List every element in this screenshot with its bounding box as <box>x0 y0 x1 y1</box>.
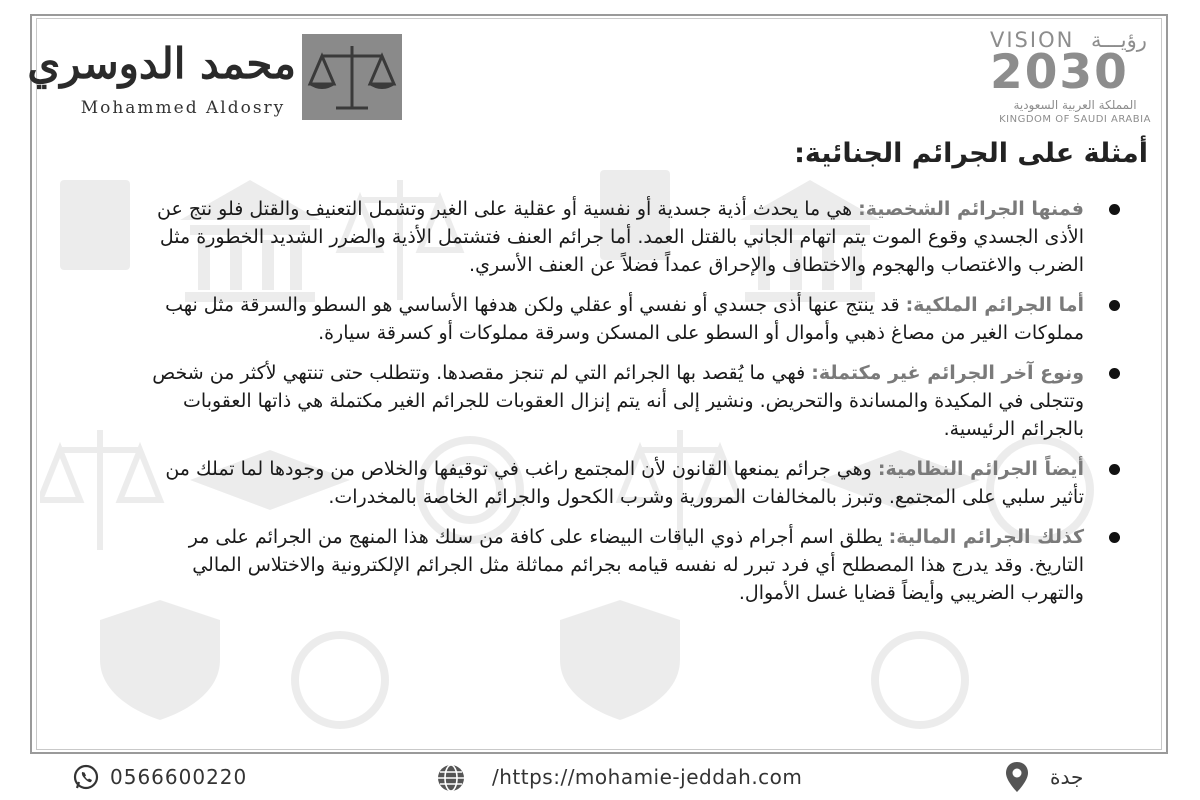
kingdom-name-en: KINGDOM OF SAUDI ARABIA <box>999 114 1151 125</box>
brand-logo <box>27 30 405 122</box>
location-text: جدة <box>1050 765 1084 789</box>
item-text: وهي جرائم يمنعها القانون لأن المجتمع راغب في توقيفها والخلاص من وجودها لما تملك من تأثير سلبي على المجتمع. وتبرز بالمخالفات المرورية وشرب الكحول والجرائم الخاصة بالمخدرات. <box>165 458 1084 508</box>
whatsapp-icon <box>72 763 100 791</box>
item-title: ونوع آخر الجرائم غير مكتملة: <box>811 362 1084 384</box>
list-item <box>140 455 1130 511</box>
item-title: فمنها الجرائم الشخصية: <box>858 198 1084 220</box>
phone-number: 0566600220 <box>110 765 248 789</box>
list-item <box>140 291 1130 347</box>
item-text: فهي ما يُقصد بها الجرائم التي لم تنجز مقصدها. وتتطلب حتى تنتهي لأكثر من شخص وتتجلى في المكيدة والمساندة والتحريض. ونشير إلى أنه يتم إنزال العقوبات للجرائم الغير مكتملة هي ذاتها العقوبات بالجرائم الرئيسية. <box>152 362 1084 440</box>
vision-word: VISION <box>990 28 1075 52</box>
bullet-icon <box>1109 204 1120 215</box>
list-item <box>140 359 1130 443</box>
bullet-icon <box>1109 300 1120 311</box>
list-item <box>140 523 1130 607</box>
website-link[interactable]: /https://mohamie-jeddah.com <box>492 765 803 789</box>
vision-word-ar: رؤيـــة <box>1091 28 1147 52</box>
list-item <box>140 195 1130 279</box>
fingerprint-icon <box>875 635 965 725</box>
globe-icon <box>436 763 466 793</box>
scales-of-justice-icon <box>302 34 402 120</box>
vision-year: 2030 <box>990 45 1129 100</box>
brand-english-name: Mohammed Aldosry <box>80 98 286 118</box>
item-text: يطلق اسم أجرام ذوي الياقات البيضاء على كافة من سلك هذا المنهج من الجرائم على مر التاريخ. وقد يدرج هذا المصطلح أي فرد تبرر له نفسه قيامه بجرائم مماثلة مثل الجرائم الإلكترونية والاختلاس المالي والتهرب الضريبي وأيضاً قضايا غسل الأموال. <box>188 526 1084 604</box>
item-text: قد ينتج عنها أذى جسدي أو نفسي أو عقلي ولكن هدفها الأساسي هو السطو والسرقة مثل نهب مملوكات الغير من مصاغ ذهبي وأموال أو السطو على المسكن وسرقة مملوكات أو كسرقة سيارة. <box>165 294 1084 344</box>
page-title: أمثلة على الجرائم الجنائية: <box>794 138 1148 169</box>
item-title: كذلك الجرائم المالية: <box>888 526 1084 548</box>
kingdom-name-ar: المملكة العربية السعودية <box>1013 98 1137 112</box>
brand-arabic-name: محمد الدوسري <box>27 39 296 88</box>
crimes-list <box>140 195 1130 619</box>
fingerprint-icon <box>295 635 385 725</box>
item-text: هي ما يحدث أذية جسدية أو نفسية أو عقلية على الغير وتشمل التعنيف والقتل فلو نتج عن الأذى الجسدي وقوع الموت يتم اتهام الجاني بالقتل العمد. أما جرائم العنف فتشتمل الأذية والضرر الشديد الخطورة مثل الضرب والاغتصاب والهجوم والاختطاف والإحراق عمداً فضلاً عن العنف الأسري. <box>157 198 1084 276</box>
footer <box>0 755 1200 800</box>
item-title: أيضاً الجرائم النظامية: <box>877 458 1084 480</box>
bullet-icon <box>1109 368 1120 379</box>
location-pin-icon <box>1004 761 1030 793</box>
item-title: أما الجرائم الملكية: <box>905 294 1084 316</box>
bullet-icon <box>1109 532 1120 543</box>
bullet-icon <box>1109 464 1120 475</box>
book-icon <box>60 180 130 270</box>
vision-2030-logo <box>990 28 1160 126</box>
